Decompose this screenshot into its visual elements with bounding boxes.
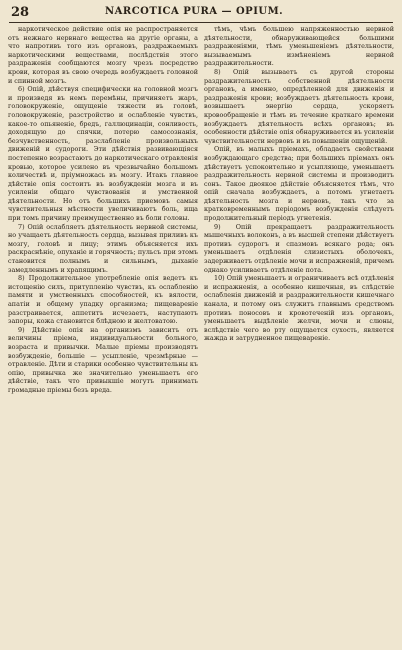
paragraph: наркотическое действие опія не распространяется отъ нежнаго нервнаго вещества на другіе органы, а что напротивъ того изъ органовъ, раздражаемыхъ наркотическими веществами, послѣдствія этого раздраженія сообщаются мозгу чрезъ посредство крови, которая въ свою очередь возбуждаетъ головной и спинной мозгъ.	[8, 25, 198, 85]
paragraph: 8) Продолжительное употребленіе опія ведетъ къ истощенію силъ, притупленію чувствъ, къ ослабленію памяти и умственныхъ способностей, къ вялости, апатіи и общему упадку организма; пищевареніе разстраивается, аппетитъ исчезаетъ, наступаютъ запоры, кожа становится блѣдною и желтоватою.	[8, 274, 198, 326]
paragraph: 9) Дѣйствіе опія на организмъ зависитъ отъ величины пріема, индивидуальности больного, возраста и привычки. Малые пріемы производятъ возбужденіе, большіе — усыпленіе, чрезмѣрные — отравленіе. Дѣти и старики особенно чувствительны къ опію, привычка же значительно уменьшаетъ его дѣйствіе, такъ что привыкшіе могутъ принимать громадные пріемы безъ вреда.	[8, 325, 198, 394]
paragraph: Опій, въ малыхъ пріемахъ, обладаетъ свойствами возбуждающаго средства; при большихъ пріемахъ онъ дѣйствуетъ успокоительно и усыпляюще, уменьшаетъ раздражительность нервной системы и производитъ сонъ. Такое двоякое дѣйствіе объясняется тѣмъ, что опій сначала возбуждаетъ, а потомъ угнетаетъ дѣятельность мозга и нервовъ, такъ что за кратковременнымъ періодомъ возбужденія слѣдуетъ продолжительный періодъ угнетенія.	[204, 145, 394, 223]
paragraph: 6) Опій, дѣйствуя специфически на головной мозгъ и произведя въ немъ перемѣны, причиняетъ жаръ, головокруженіе, ощущеніе тяжести въ головѣ, головокруженіе, разстройство и ослабленіе чувствъ, какое-то опьяненіе, бредъ, галлюцинаціи, сонливость, доходящую до спячки, потерю самосознанія, безчувственность, разслабленіе произвольныхъ движеній и судороги. Эти дѣйствія развивающіяся постепенно возрастаютъ до наркотическаго отравленія кровью, которое усилено въ чрезвычайно большомъ количествѣ и, пріумножась въ мозгу. Итакъ главное дѣйствіе опія состоитъ въ возбужденіи мозга и въ усиленіи общаго чувствованія и умственной дѣятельности. Но отъ большихъ приемовъ самыя чувствительныя мѣстности увеличиваютъ боль, ища при томъ причину преимущественно въ боли головы.	[8, 85, 198, 223]
text-columns	[8, 25, 394, 645]
page-number: 28	[11, 5, 30, 20]
page-header	[9, 6, 393, 20]
right-column	[204, 25, 394, 645]
paragraph: 7) Опій ослабляетъ дѣятельность нервной системы, но учащаетъ дѣятельность сердца, вызывая приливъ къ мозгу, головѣ и лицу; этимъ объясняется ихъ раскраснѣніе, опуханіе и горячность; пульсъ при этомъ становится полнымъ и сильнымъ, дыханіе замедленнымъ и храпящимъ.	[8, 222, 198, 274]
running-title: NARCOTICA PURA — OPIUM.	[105, 6, 284, 17]
paragraph: 9) Опій прекращаетъ раздражительность мышечныхъ волоконъ, а въ высшей степени дѣйствуетъ противъ судорогъ и спазмовъ всякаго рода; онъ уменьшаетъ отдѣленія слизистыхъ оболочекъ, задерживаетъ отдѣленіе мочи и испражненій, причемъ однако усиливаетъ отдѣленіе пота.	[204, 222, 394, 274]
header-rule	[9, 22, 393, 23]
paragraph: 10) Опій уменьшаетъ и ограничиваетъ всѣ отдѣленія и испражненія, а особенно кишечныя, въ слѣдствіе ослабленія движеній и раздражительности кишечнаго канала, и потому онъ служитъ главнымъ средствомъ противъ поносовъ и кровотеченій изъ органовъ, уменьшаетъ выдѣленіе желчи, мочи и слюны, вслѣдствіе чего во рту ощущается сухость, является жажда и затрудненное пищевареніе.	[204, 274, 394, 343]
paragraph: тѣмъ, чѣмъ большею напряженностью нервной дѣятельности, обнаруживающейся большими раздраженіями, тѣмъ уменьшеніемъ дѣятельности, вызываемымъ измѣненіемъ нервной раздражительности.	[204, 25, 394, 68]
left-column	[8, 25, 198, 645]
paragraph: 8) Опій вызываетъ съ другой стороны раздражительность собственной дѣятельности органовъ, а именно, опредѣленной для движенія и раздраженія крови; возбуждаетъ дѣятельность крови, возвышаетъ энергію сердца, ускоряетъ кровообращеніе и тѣмъ въ течение краткаго времени возбуждаетъ дѣятельность всѣхъ органовъ; въ особенности дѣйствіе опія обнаруживается въ усиленіи чувствительности нервовъ и въ повышеніи ощущеній.	[204, 67, 394, 145]
